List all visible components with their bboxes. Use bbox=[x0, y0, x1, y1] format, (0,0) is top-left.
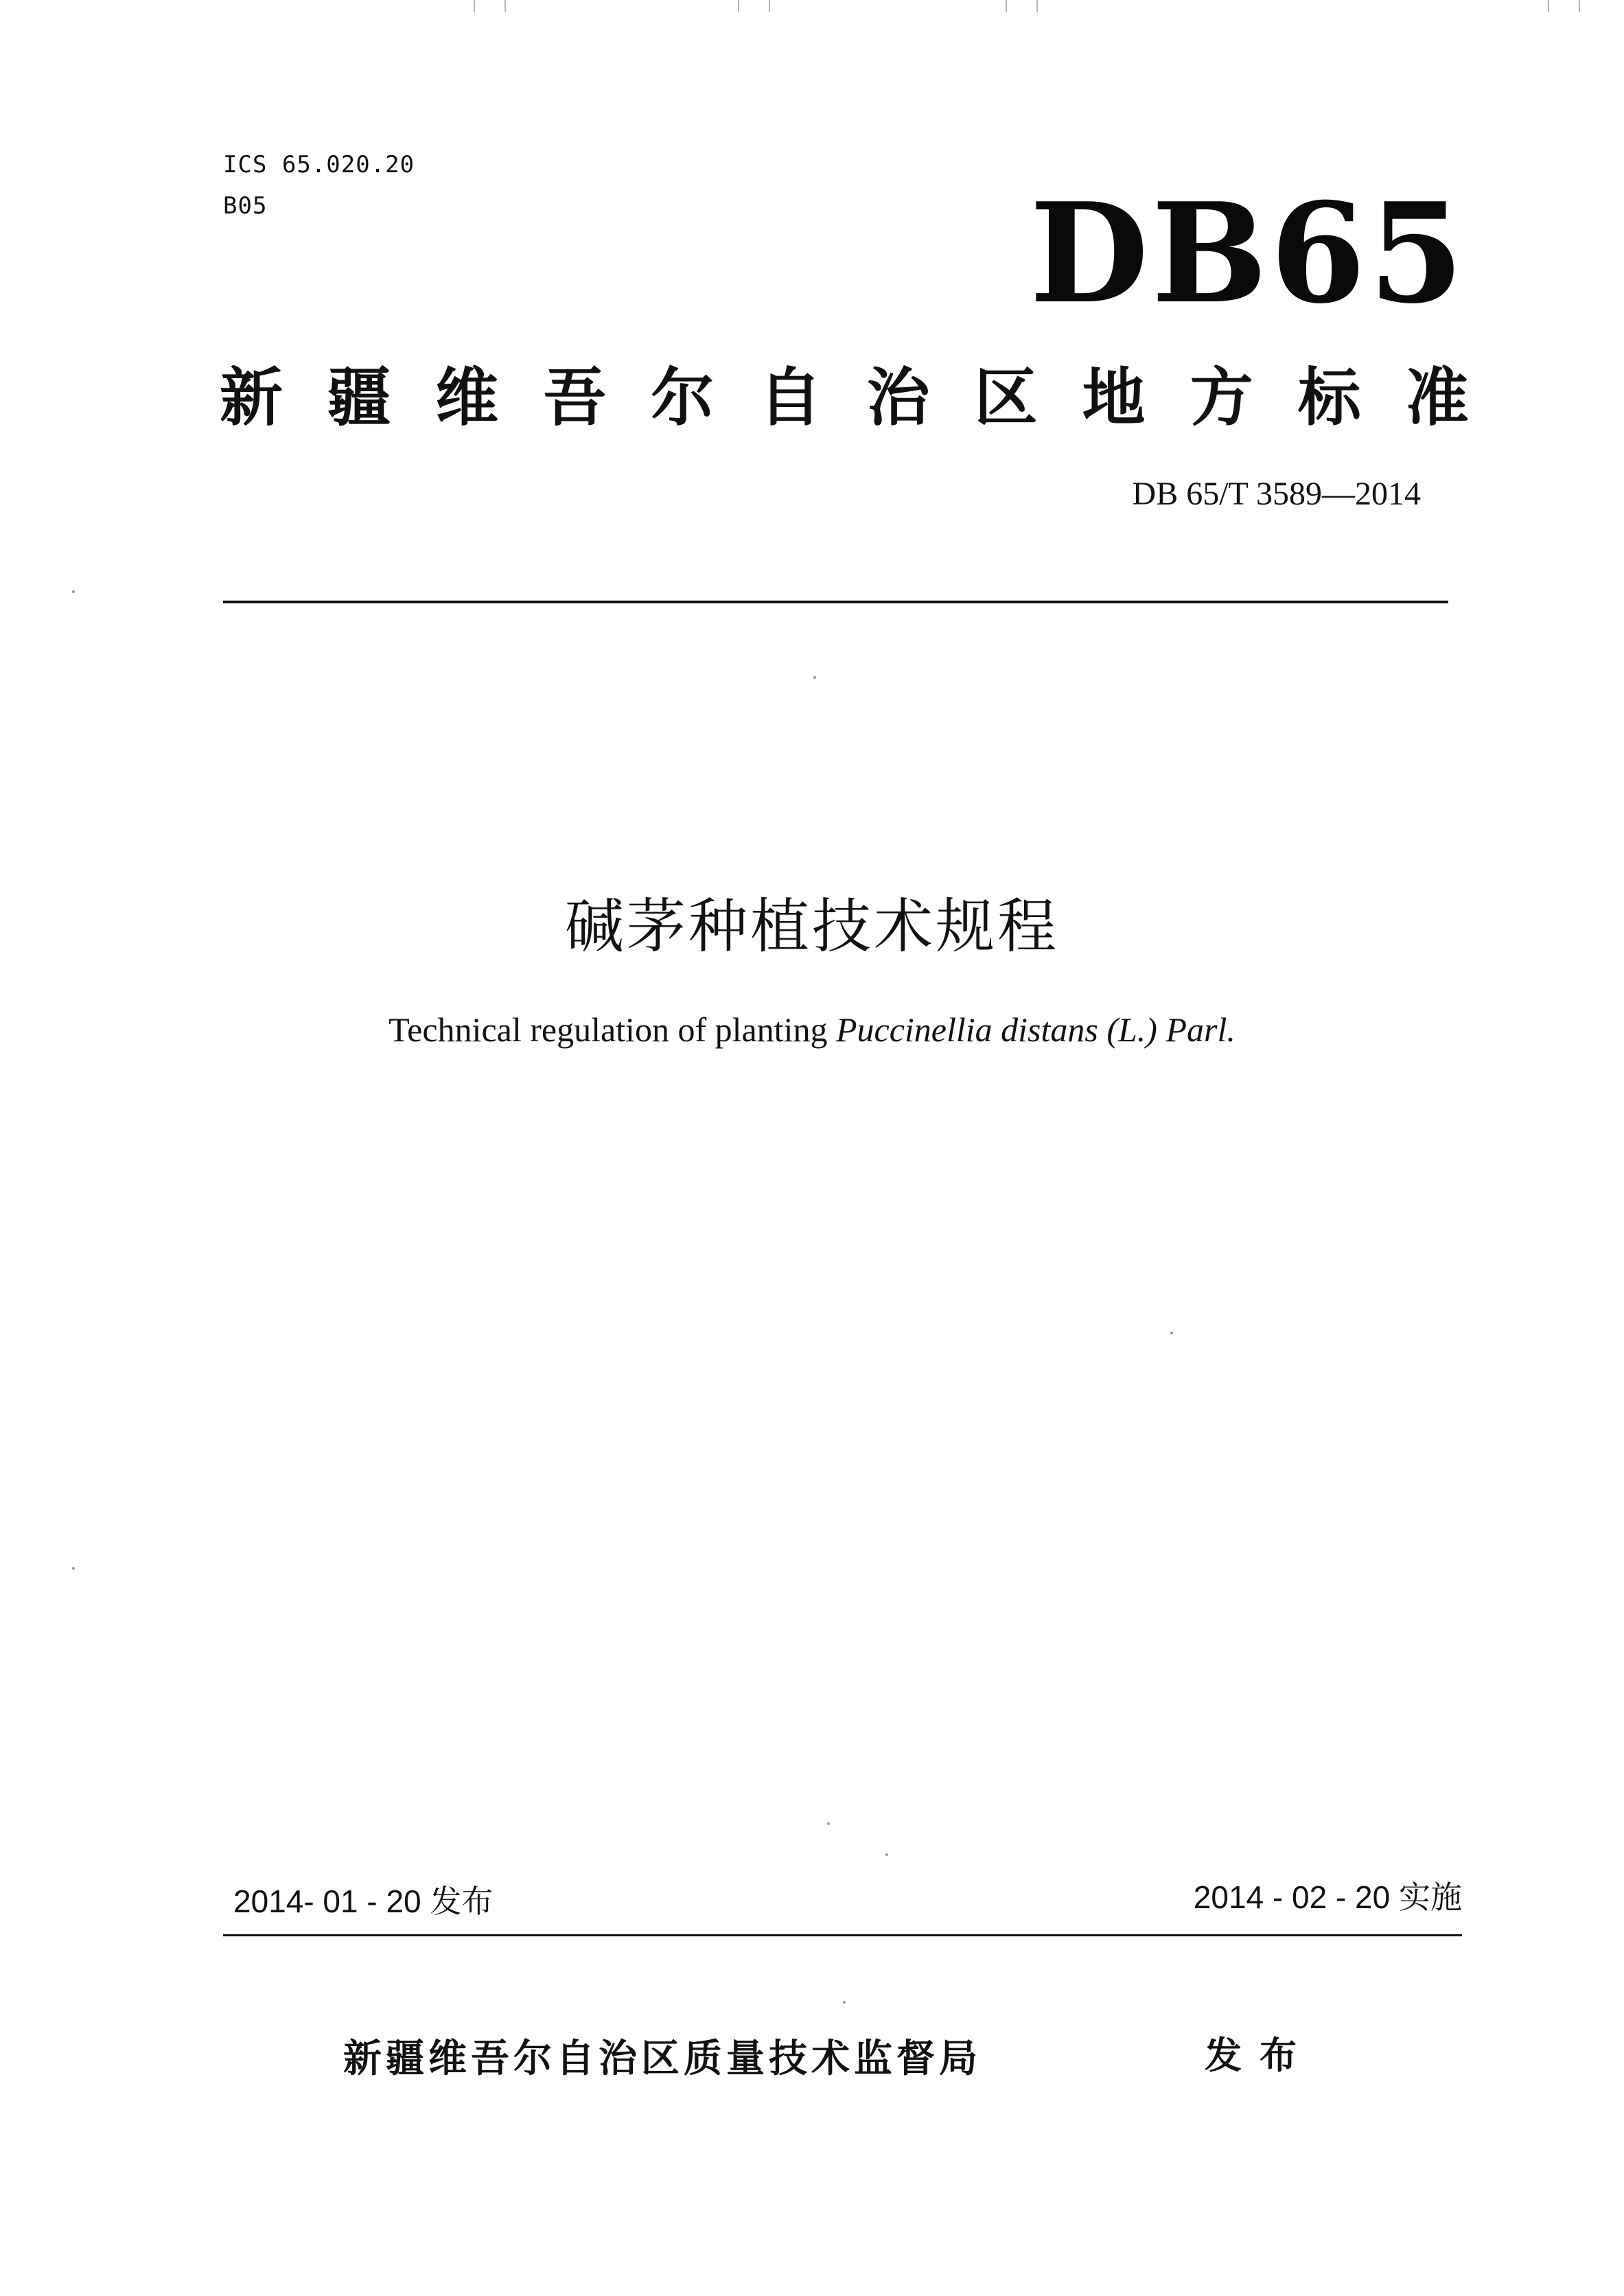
scan-speck bbox=[827, 1822, 830, 1825]
org-title-char: 自 bbox=[758, 361, 822, 434]
english-title-text: Technical regulation of planting bbox=[388, 1010, 836, 1049]
organization-title bbox=[220, 357, 1469, 439]
standard-logo: DB65 bbox=[1030, 173, 1467, 334]
org-title-char: 疆 bbox=[327, 361, 391, 434]
org-title-char: 地 bbox=[1082, 361, 1146, 434]
ccs-code: B05 bbox=[223, 192, 268, 220]
document-title-chinese: 碱茅种植技术规程 bbox=[565, 892, 1059, 961]
scan-mark bbox=[1006, 0, 1007, 12]
scan-speck bbox=[813, 676, 816, 679]
scan-mark bbox=[1579, 0, 1580, 12]
org-title-char: 准 bbox=[1405, 361, 1469, 434]
scan-mark bbox=[474, 0, 475, 12]
header-divider bbox=[223, 601, 1448, 603]
issue-date: 2014- 01 - 20 发布 bbox=[233, 1883, 494, 1919]
publisher-name: 新疆维吾尔自治区质量技术监督局 bbox=[343, 2037, 982, 2081]
scan-mark bbox=[738, 0, 739, 12]
org-title-char: 方 bbox=[1190, 361, 1253, 434]
org-title-char: 治 bbox=[866, 361, 930, 434]
org-title-char: 新 bbox=[220, 361, 283, 434]
scan-speck bbox=[843, 2001, 846, 2004]
publish-label: 发布 bbox=[1205, 2034, 1314, 2077]
org-title-char: 吾 bbox=[543, 361, 607, 434]
scan-speck bbox=[885, 1853, 888, 1856]
latin-species-name: Puccinellia distans (L.) Parl. bbox=[835, 1010, 1236, 1049]
footer-divider bbox=[223, 1934, 1462, 1936]
ics-code: ICS 65.020.20 bbox=[223, 151, 415, 178]
document-title-english bbox=[0, 1006, 1624, 1054]
scan-mark bbox=[1036, 0, 1038, 12]
classification-codes bbox=[223, 144, 415, 227]
standard-code: DB 65/T 3589—2014 bbox=[1132, 476, 1421, 512]
scan-speck bbox=[1170, 1332, 1173, 1334]
org-title-char: 尔 bbox=[651, 361, 715, 434]
scan-mark bbox=[1548, 0, 1549, 12]
scan-speck bbox=[72, 590, 75, 593]
scan-mark bbox=[769, 0, 770, 12]
implementation-date: 2014 - 02 - 20 实施 bbox=[1193, 1879, 1462, 1915]
org-title-char: 区 bbox=[974, 361, 1038, 434]
scan-mark bbox=[504, 0, 506, 12]
org-title-char: 标 bbox=[1297, 361, 1361, 434]
org-title-char: 维 bbox=[435, 361, 499, 434]
scan-speck bbox=[72, 1567, 75, 1570]
